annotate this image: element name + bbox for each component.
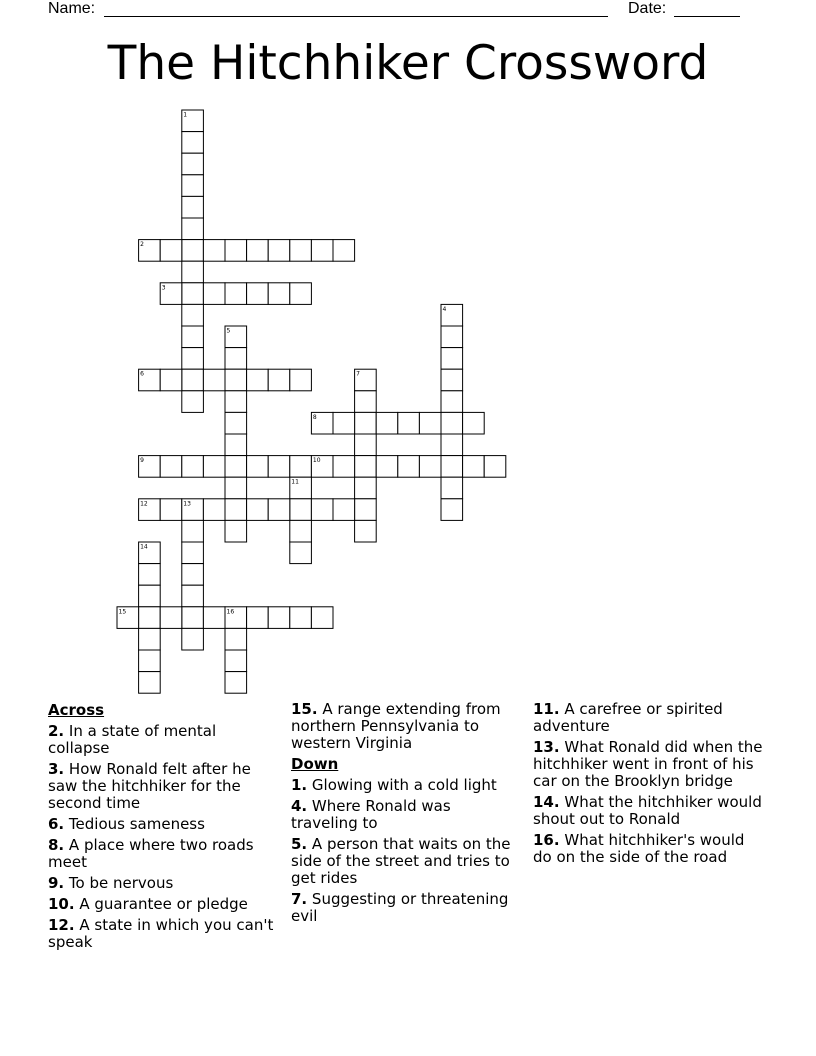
grid-cell[interactable]: [311, 607, 333, 629]
grid-cell[interactable]: [268, 607, 290, 629]
clue-across-3: [48, 761, 278, 812]
clue-number: 14.: [533, 793, 560, 811]
grid-cell[interactable]: [484, 456, 506, 478]
cell-number-label: 7: [356, 370, 360, 378]
grid-cell[interactable]: [225, 650, 247, 672]
grid-cell[interactable]: [182, 607, 204, 629]
clue-number: 2.: [48, 722, 65, 740]
grid-cell[interactable]: [355, 412, 377, 434]
grid-cell[interactable]: [290, 542, 312, 564]
clue-across-10: [48, 896, 278, 913]
grid-cell[interactable]: [225, 499, 247, 521]
grid-cell[interactable]: [182, 628, 204, 650]
clue-down-13: [533, 739, 763, 790]
grid-cell[interactable]: [441, 456, 463, 478]
grid-cell[interactable]: [182, 542, 204, 564]
grid-cell[interactable]: [355, 434, 377, 456]
grid-cell[interactable]: [203, 240, 225, 262]
clue-text: A carefree or spirited adventure: [533, 700, 723, 735]
clues-column-3: [533, 701, 763, 870]
clue-down-5: [291, 836, 515, 887]
grid-cell[interactable]: [225, 628, 247, 650]
clue-text: Tedious sameness: [68, 815, 205, 833]
clue-text: How Ronald felt after he saw the hitchhiker for the second time: [48, 760, 251, 812]
cell-number-label: 2: [140, 241, 144, 249]
clue-down-1: [291, 777, 515, 794]
clue-text: A person that waits on the side of the street and tries to get rides: [291, 835, 511, 887]
grid-cell[interactable]: [139, 585, 161, 607]
grid-cell[interactable]: [139, 650, 161, 672]
grid-cell[interactable]: [225, 456, 247, 478]
grid-cell[interactable]: [441, 326, 463, 348]
grid-cell[interactable]: [333, 412, 355, 434]
grid-cell[interactable]: [182, 153, 204, 175]
clue-across-9: [48, 875, 278, 892]
grid-cell[interactable]: [225, 672, 247, 694]
cell-number-label: 11: [291, 478, 299, 486]
grid-cell[interactable]: [268, 369, 290, 391]
grid-cell[interactable]: [268, 283, 290, 305]
grid-cell[interactable]: [182, 348, 204, 370]
grid-cell[interactable]: [182, 369, 204, 391]
grid-cell[interactable]: [182, 456, 204, 478]
clue-number: 13.: [533, 738, 560, 756]
grid-cell[interactable]: [463, 412, 485, 434]
clue-text: What hitchhiker's would do on the side of the road: [533, 831, 745, 866]
grid-cell[interactable]: [160, 369, 182, 391]
grid-cell[interactable]: [441, 348, 463, 370]
clues-column-1: [48, 701, 278, 955]
name-label: Name:: [48, 0, 96, 17]
grid-cell[interactable]: [139, 628, 161, 650]
cell-number-label: 13: [183, 500, 191, 508]
clue-text: To be nervous: [68, 874, 174, 892]
grid-cell[interactable]: [225, 283, 247, 305]
grid-cell[interactable]: [441, 412, 463, 434]
clue-text: Suggesting or threatening evil: [291, 890, 509, 925]
clue-number: 8.: [48, 836, 65, 854]
grid-cell[interactable]: [290, 240, 312, 262]
grid-cell[interactable]: [160, 240, 182, 262]
grid-cell[interactable]: [160, 499, 182, 521]
clue-number: 12.: [48, 916, 75, 934]
clue-down-4: [291, 798, 515, 832]
grid-cell[interactable]: [203, 499, 225, 521]
clue-number: 5.: [291, 835, 308, 853]
cell-number-label: 9: [140, 457, 144, 465]
clue-number: 15.: [291, 700, 318, 718]
grid-cell[interactable]: [225, 391, 247, 413]
grid-cell[interactable]: [182, 520, 204, 542]
grid-cell[interactable]: [225, 369, 247, 391]
grid-cell[interactable]: [333, 456, 355, 478]
clues-column-2: [291, 701, 515, 929]
down-heading: Down: [291, 755, 339, 773]
grid-cell[interactable]: [355, 456, 377, 478]
grid-cell[interactable]: [247, 499, 269, 521]
grid-cell[interactable]: [441, 369, 463, 391]
clue-text: What the hitchhiker would shout out to Ronald: [533, 793, 762, 828]
grid-cell[interactable]: [376, 412, 398, 434]
grid-cell[interactable]: [419, 456, 441, 478]
grid-cell[interactable]: [203, 607, 225, 629]
clue-across-2: [48, 723, 278, 757]
clue-down-7: [291, 891, 515, 925]
grid-cell[interactable]: [376, 456, 398, 478]
grid-cell[interactable]: [441, 477, 463, 499]
cell-number-label: 15: [118, 608, 127, 616]
clue-text: A place where two roads meet: [48, 836, 254, 871]
clue-across-8: [48, 837, 278, 871]
grid-cell[interactable]: [398, 456, 420, 478]
grid-cell[interactable]: [290, 499, 312, 521]
clue-number: 16.: [533, 831, 560, 849]
grid-cell[interactable]: [333, 499, 355, 521]
grid-cell[interactable]: [182, 391, 204, 413]
clue-text: A range extending from northern Pennsylvania to western Virginia: [291, 700, 501, 752]
cell-number-label: 8: [312, 413, 317, 421]
cell-number-label: 12: [140, 500, 148, 508]
clue-number: 3.: [48, 760, 65, 778]
cell-number-label: 1: [183, 111, 188, 119]
cell-number-label: 16: [226, 608, 235, 616]
clue-text: In a state of mental collapse: [48, 722, 217, 757]
grid-cell[interactable]: [160, 456, 182, 478]
grid-cell[interactable]: [139, 672, 161, 694]
grid-cell[interactable]: [441, 499, 463, 521]
across-heading: Across: [48, 701, 105, 719]
grid-cell[interactable]: [290, 520, 312, 542]
grid-cell[interactable]: [268, 240, 290, 262]
grid-cell[interactable]: [225, 520, 247, 542]
grid-cell[interactable]: [182, 175, 204, 197]
grid-cell[interactable]: [247, 369, 269, 391]
clue-down-14: [533, 794, 763, 828]
grid-cell[interactable]: [398, 412, 420, 434]
clue-across-6: [48, 816, 278, 833]
grid-cell[interactable]: [225, 348, 247, 370]
clue-across-15: [291, 701, 515, 752]
grid-cell[interactable]: [355, 391, 377, 413]
grid-cell[interactable]: [268, 456, 290, 478]
grid-cell[interactable]: [182, 326, 204, 348]
grid-cell[interactable]: [247, 456, 269, 478]
grid-cell[interactable]: [290, 456, 312, 478]
cell-number-label: 10: [312, 457, 321, 465]
grid-cell[interactable]: [139, 564, 161, 586]
grid-cell[interactable]: [355, 499, 377, 521]
clue-down-16: [533, 832, 763, 866]
clue-number: 11.: [533, 700, 560, 718]
grid-cell[interactable]: [463, 456, 485, 478]
grid-cell[interactable]: [182, 564, 204, 586]
clue-text: Glowing with a cold light: [311, 776, 497, 794]
grid-cell[interactable]: [311, 240, 333, 262]
grid-cell[interactable]: [355, 477, 377, 499]
puzzle-title: The Hitchhiker Crossword: [107, 36, 709, 91]
grid-cell[interactable]: [419, 412, 441, 434]
grid-cell[interactable]: [225, 477, 247, 499]
grid-cell[interactable]: [203, 369, 225, 391]
grid-cell[interactable]: [290, 369, 312, 391]
grid-cell[interactable]: [160, 607, 182, 629]
clue-text: A guarantee or pledge: [79, 895, 248, 913]
clue-number: 4.: [291, 797, 308, 815]
clue-number: 10.: [48, 895, 75, 913]
grid-cell[interactable]: [247, 240, 269, 262]
date-label: Date:: [628, 0, 667, 17]
grid-cell[interactable]: [225, 240, 247, 262]
cell-number-label: 5: [226, 327, 231, 335]
clue-across-12: [48, 917, 278, 951]
grid-cell[interactable]: [203, 456, 225, 478]
grid-cell[interactable]: [182, 585, 204, 607]
grid-cell[interactable]: [441, 434, 463, 456]
cell-number-label: 4: [442, 305, 447, 313]
grid-cell[interactable]: [290, 283, 312, 305]
clue-number: 7.: [291, 890, 308, 908]
cell-number-label: 3: [161, 284, 166, 292]
grid-cell[interactable]: [182, 218, 204, 240]
grid-cell[interactable]: [139, 607, 161, 629]
grid-cell[interactable]: [441, 391, 463, 413]
clue-text: What Ronald did when the hitchhiker went in front of his car on the Brooklyn bridge: [533, 738, 763, 790]
grid-cell[interactable]: [247, 283, 269, 305]
grid-cell[interactable]: [182, 132, 204, 154]
cell-number-label: 6: [140, 370, 144, 378]
grid-cell[interactable]: [182, 304, 204, 326]
grid-cell[interactable]: [290, 607, 312, 629]
grid-cell[interactable]: [355, 520, 377, 542]
clue-number: 1.: [291, 776, 308, 794]
cell-number-label: 14: [140, 543, 148, 551]
clue-text: A state in which you can't speak: [48, 916, 274, 951]
clue-number: 9.: [48, 874, 65, 892]
grid-cell[interactable]: [225, 412, 247, 434]
grid-cell[interactable]: [182, 196, 204, 218]
grid-cell[interactable]: [311, 499, 333, 521]
grid-cell[interactable]: [182, 261, 204, 283]
grid-cell[interactable]: [225, 434, 247, 456]
clue-down-11: [533, 701, 763, 735]
clue-number: 6.: [48, 815, 65, 833]
grid-cell[interactable]: [333, 240, 355, 262]
grid-cell[interactable]: [247, 607, 269, 629]
grid-cell[interactable]: [203, 283, 225, 305]
grid-cell[interactable]: [182, 283, 204, 305]
grid-cell[interactable]: [182, 240, 204, 262]
clue-text: Where Ronald was traveling to: [291, 797, 451, 832]
grid-cell[interactable]: [268, 499, 290, 521]
